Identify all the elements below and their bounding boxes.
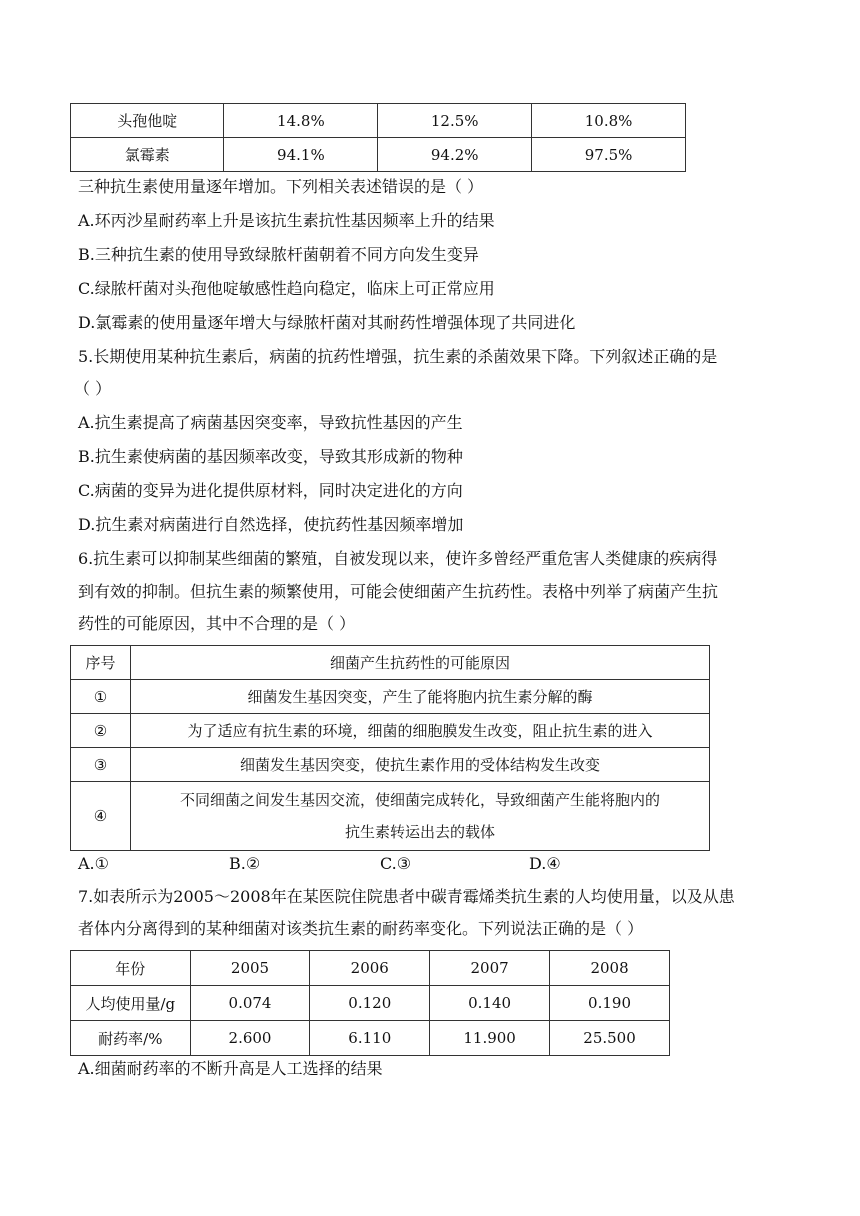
table-cell: 6.110: [310, 1021, 430, 1056]
table-row: [71, 104, 686, 138]
table-cell: 12.5%: [378, 104, 532, 138]
q4-option-a: A.环丙沙星耐药率上升是该抗生素抗性基因频率上升的结果: [78, 211, 495, 230]
table-row: [71, 1021, 670, 1056]
q7-stem-line1: 7.如表所示为2005～2008年在某医院住院患者中碳青霉烯类抗生素的人均使用量，以及从患: [78, 887, 735, 906]
table-row: [71, 782, 710, 851]
table-cell: 11.900: [430, 1021, 550, 1056]
table-cell: 97.5%: [532, 138, 686, 172]
table-header-cell: 序号: [71, 646, 131, 680]
q5-option-a: A.抗生素提高了病菌基因突变率，导致抗性基因的产生: [78, 413, 463, 432]
table-cell: 94.1%: [224, 138, 378, 172]
table-cell: 0.190: [550, 986, 670, 1021]
table-cell: ④: [71, 782, 131, 851]
q6-option-a: A.①: [78, 854, 109, 873]
table-cell: 2007: [430, 951, 550, 986]
table-cell: 94.2%: [378, 138, 532, 172]
table-row: [71, 680, 710, 714]
q5-option-b: B.抗生素使病菌的基因频率改变，导致其形成新的物种: [78, 447, 463, 466]
q5-option-c: C.病菌的变异为进化提供原材料，同时决定进化的方向: [78, 481, 463, 500]
q7-option-a: A.细菌耐药率的不断升高是人工选择的结果: [78, 1059, 383, 1078]
table-cell: 细菌发生基因突变，使抗生素作用的受体结构发生改变: [131, 748, 710, 782]
q6-stem-line1: 6.抗生素可以抑制某些细菌的繁殖，自被发现以来，使许多曾经严重危害人类健康的疾病得: [78, 549, 718, 568]
cell-line: 抗生素转运出去的载体: [344, 823, 495, 841]
table-row: [71, 986, 670, 1021]
resistance-cause-table: [70, 645, 710, 851]
q7-stem-line2: 者体内分离得到的某种细菌对该类抗生素的耐药率变化。下列说法正确的是（ ）: [78, 919, 644, 938]
cell-line: 不同细菌之间发生基因交流，使细菌完成转化，导致细菌产生能将胞内的: [179, 791, 660, 809]
q6-options: [78, 854, 618, 876]
q6-option-d: D.④: [529, 854, 561, 873]
table-cell: 25.500: [550, 1021, 670, 1056]
table-cell: 2008: [550, 951, 670, 986]
table-row: [71, 748, 710, 782]
table-cell: 年份: [71, 951, 191, 986]
q6-option-b: B.②: [229, 854, 261, 873]
table-cell: 头孢他啶: [71, 104, 224, 138]
table-cell: 0.074: [190, 986, 310, 1021]
table-cell: 2006: [310, 951, 430, 986]
q4-option-c: C.绿脓杆菌对头孢他啶敏感性趋向稳定，临床上可正常应用: [78, 279, 495, 298]
q4-option-b: B.三种抗生素的使用导致绿脓杆菌朝着不同方向发生变异: [78, 245, 479, 264]
q6-option-c: C.③: [380, 854, 412, 873]
table-cell: ③: [71, 748, 131, 782]
resistance-rate-table: [70, 103, 686, 172]
table-cell: ②: [71, 714, 131, 748]
q4-option-d: D.氯霉素的使用量逐年增大与绿脓杆菌对其耐药性增强体现了共同进化: [78, 313, 576, 332]
table-cell: [131, 782, 710, 851]
table-cell: 0.140: [430, 986, 550, 1021]
table-row: [71, 714, 710, 748]
q6-stem-line2: 到有效的抑制。但抗生素的频繁使用，可能会使细菌产生抗药性。表格中列举了病菌产生抗: [78, 582, 719, 601]
table-cell: 0.120: [310, 986, 430, 1021]
table-header-row: [71, 646, 710, 680]
table-header-cell: 细菌产生抗药性的可能原因: [131, 646, 710, 680]
table-cell: ①: [71, 680, 131, 714]
q4-stem: 三种抗生素使用量逐年增加。下列相关表述错误的是（ ）: [78, 177, 484, 196]
table-cell: 2005: [190, 951, 310, 986]
table-cell: 耐药率/%: [71, 1021, 191, 1056]
table-cell: 细菌发生基因突变，产生了能将胞内抗生素分解的酶: [131, 680, 710, 714]
q5-stem-line2: （ ）: [74, 379, 112, 398]
table-cell: 为了适应有抗生素的环境，细菌的细胞膜发生改变，阻止抗生素的进入: [131, 714, 710, 748]
table-cell: 人均使用量/g: [71, 986, 191, 1021]
table-cell: 氯霉素: [71, 138, 224, 172]
table-cell: 2.600: [190, 1021, 310, 1056]
q6-stem-line3: 药性的可能原因，其中不合理的是（ ）: [78, 614, 356, 633]
usage-resistance-table: [70, 950, 670, 1056]
table-row: [71, 951, 670, 986]
q5-stem-line1: 5.长期使用某种抗生素后，病菌的抗药性增强，抗生素的杀菌效果下降。下列叙述正确的是: [78, 347, 718, 366]
table-row: [71, 138, 686, 172]
table-cell: 10.8%: [532, 104, 686, 138]
table-cell: 14.8%: [224, 104, 378, 138]
q5-option-d: D.抗生素对病菌进行自然选择，使抗药性基因频率增加: [78, 515, 464, 534]
